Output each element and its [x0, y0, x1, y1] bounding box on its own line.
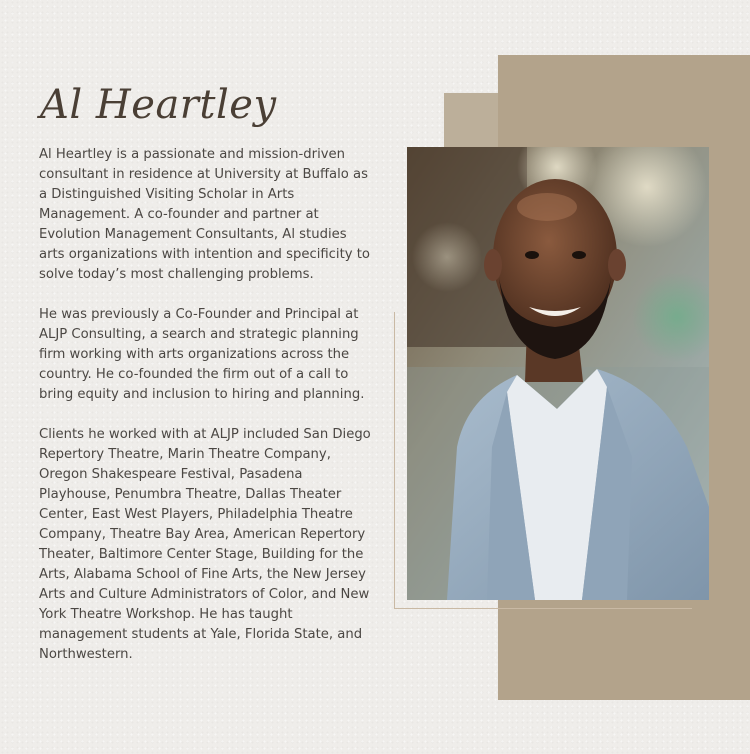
bio-paragraph: Al Heartley is a passionate and mission-driven consultant in residence at University at Buffalo as a Distinguished Visiting Scholar in Arts Management. A co-founder and partner at Evolution Management Consultants, Al studies arts organizations with intention and specificity to solve today’s most challenging problems. — [39, 147, 370, 282]
biography — [39, 145, 374, 685]
bio-paragraph: Clients he worked with at ALJP included San Diego Repertory Theatre, Marin Theatre Company, Oregon Shakespeare Festival, Pasadena Playhouse, Penumbra Theatre, Dallas Theater Center, East West Players, Philadelphia Theatre Company, Theatre Bay Area, American Repertory Theater, Baltimore Center Stage, Building for the Arts, Alabama School of Fine Arts, the New Jersey Arts and Culture Administrators of Color, and New York Theatre Workshop. He has taught management students at Yale, Florida State, and Northwestern. — [39, 427, 371, 662]
accent-block-small — [444, 93, 498, 147]
portrait-photo — [407, 147, 709, 600]
bio-paragraph: He was previously a Co-Founder and Principal at ALJP Consulting, a search and strategic planning firm working with arts organizations across the country. He co-founded the firm out of a call to bring equity and inclusion to hiring and planning. — [39, 307, 365, 402]
profile-name: Al Heartley — [40, 82, 277, 128]
